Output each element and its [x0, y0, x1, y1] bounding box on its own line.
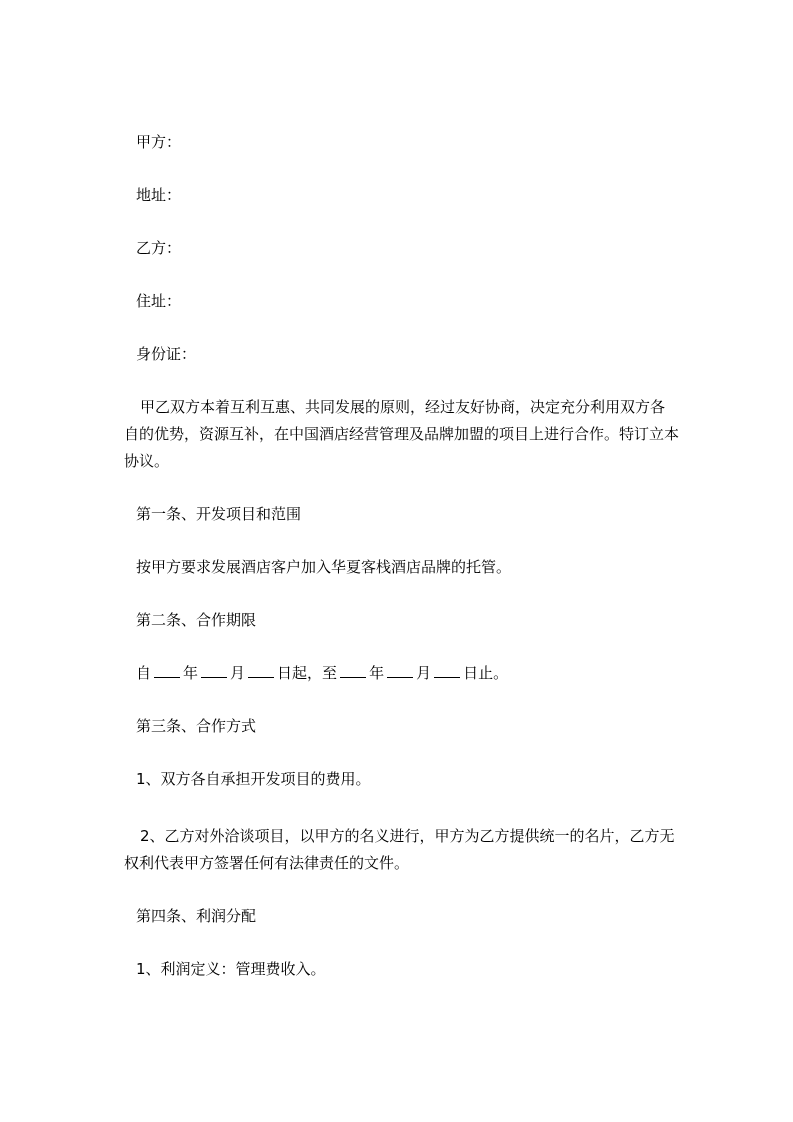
party-a-label: 甲方： [136, 133, 182, 151]
article-4-title: 第四条、利润分配 [136, 907, 257, 925]
intro-paragraph-line-3: 协议。 [124, 452, 170, 470]
term-prefix: 自 [136, 664, 152, 682]
term-year-1: 年 [183, 664, 199, 682]
address-b-label: 住址： [136, 292, 182, 310]
month-blank-1 [201, 663, 227, 678]
article-3-title: 第三条、合作方式 [136, 717, 257, 735]
article-3-item-1: 1、双方各自承担开发项目的费用。 [136, 770, 371, 788]
term-month-1: 月 [230, 664, 246, 682]
address-a-label: 地址： [136, 186, 182, 204]
article-4-item-1: 1、利润定义：管理费收入。 [136, 960, 326, 978]
article-2-title: 第二条、合作期限 [136, 611, 257, 629]
term-year-2: 年 [369, 664, 385, 682]
year-blank-2 [340, 663, 366, 678]
article-1-title: 第一条、开发项目和范围 [136, 505, 302, 523]
term-month-2: 月 [416, 664, 432, 682]
term-day-1: 日起，至 [277, 664, 338, 682]
day-blank-1 [248, 663, 274, 678]
id-card-label: 身份证： [136, 345, 197, 363]
year-blank-1 [154, 663, 180, 678]
intro-paragraph-line-1: 甲乙双方本着互利互惠、共同发展的原则，经过友好协商，决定充分利用双方各 [140, 398, 666, 416]
party-b-label: 乙方： [136, 239, 182, 257]
article-3-item-2-line-1: 2、乙方对外洽谈项目，以甲方的名义进行，甲方为乙方提供统一的名片，乙方无 [140, 827, 675, 845]
article-3-item-2-line-2: 权利代表甲方签署任何有法律责任的文件。 [124, 854, 410, 872]
article-1-text: 按甲方要求发展酒店客户加入华夏客栈酒店品牌的托管。 [136, 558, 512, 576]
intro-paragraph-line-2: 自的优势，资源互补，在中国酒店经营管理及品牌加盟的项目上进行合作。特订立本 [124, 425, 680, 443]
month-blank-2 [387, 663, 413, 678]
term-day-2: 日止。 [463, 664, 509, 682]
term-line [136, 661, 508, 685]
day-blank-2 [434, 663, 460, 678]
